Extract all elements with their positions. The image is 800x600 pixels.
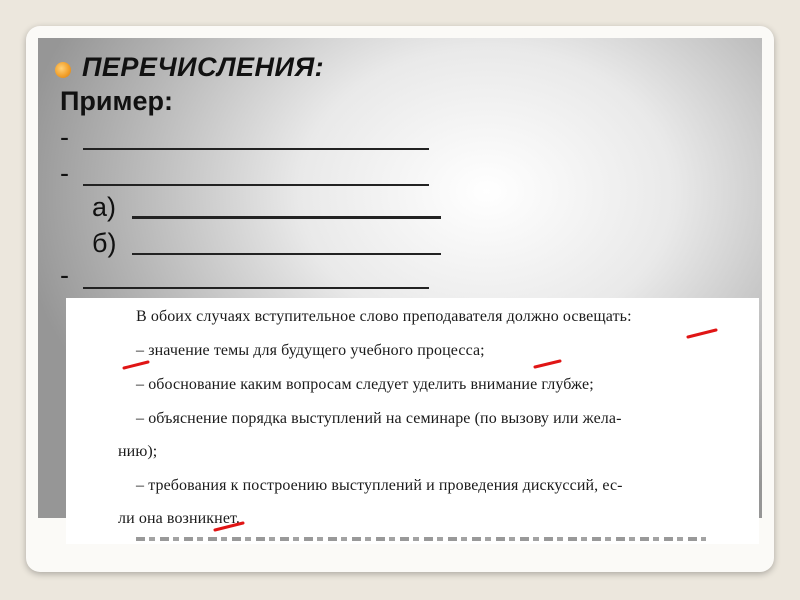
dash-1: - [60,122,69,152]
dash-3: - [60,260,69,290]
sub-item-a-label: а) [92,192,117,222]
red-mark-colon [688,330,716,337]
example-label: Пример: [60,86,173,116]
doc-line-intro: В обоих случаях вступительное слово преподавателя должно освещать: [136,308,632,325]
dash-2: - [60,158,69,188]
sub-item-b-label: б) [92,228,117,258]
doc-line-item-4: – требования к построению выступлений и проведения дискуссий, ес- [136,477,623,494]
doc-line-item-3-cont: нию); [118,443,158,460]
red-mark-semicolon [535,361,560,367]
red-mark-period [215,523,243,530]
slide-heading: ПЕРЕЧИСЛЕНИЯ: [82,52,325,82]
doc-line-item-1: – значение темы для будущего учебного процесса; [136,342,485,359]
doc-line-item-3: – объяснение порядка выступлений на семинаре (по вызову или жела- [136,410,622,427]
doc-line-item-2: – обоснование каким вопросам следует уделить внимание глубже; [136,376,594,393]
doc-line-item-4-cont: ли она возникнет. [118,510,241,527]
red-mark-dash [124,362,148,368]
